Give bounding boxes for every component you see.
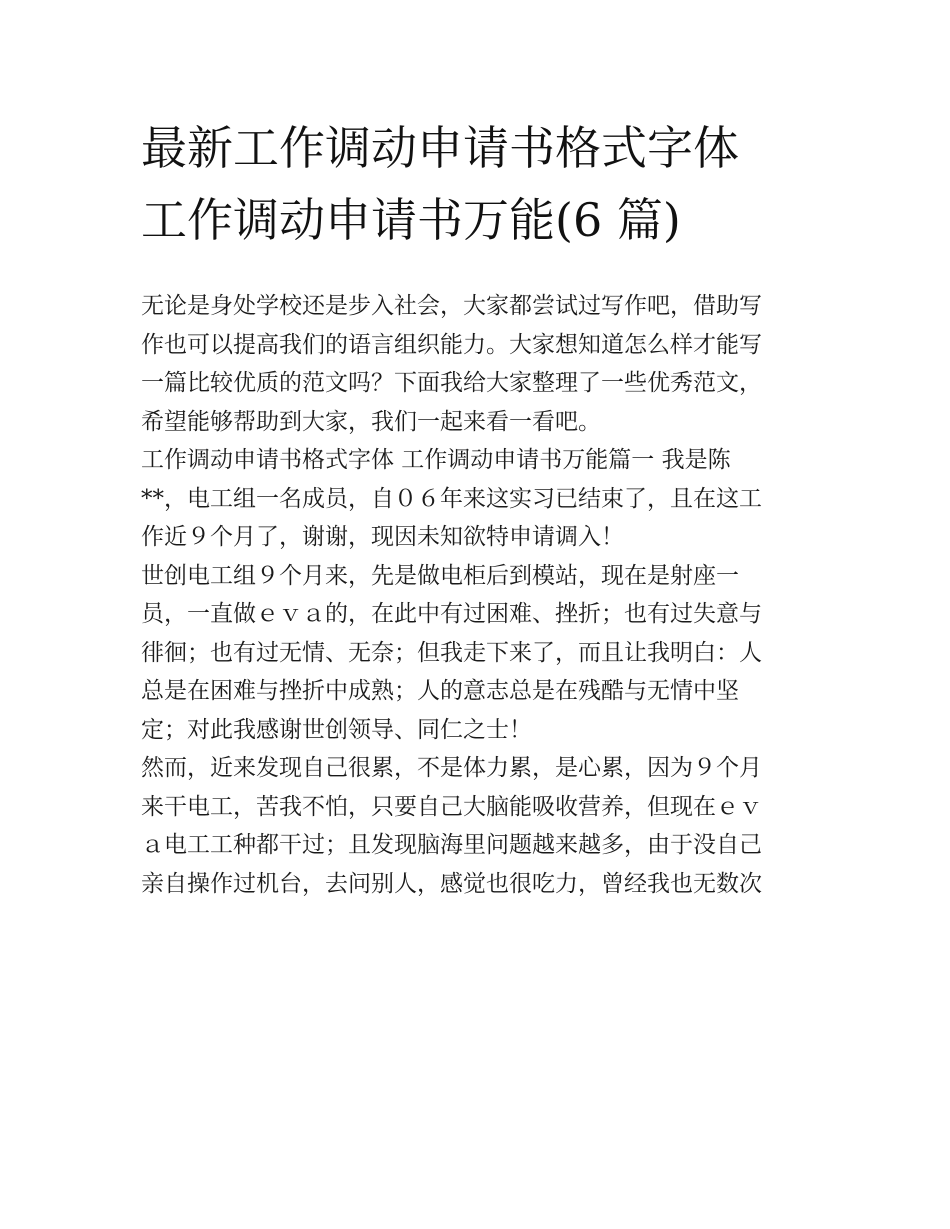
body-line: **，电工组一名成员，自０６年来这实习已结束了，且在这工 <box>141 485 762 512</box>
body-line: 希望能够帮助到大家，我们一起来看一看吧。 <box>141 408 601 435</box>
title-line: 工作调动申请书万能(6 篇) <box>141 193 681 247</box>
body-line: 来干电工，苦我不怕，只要自己大脑能吸收营养，但现在ｅｖ <box>141 793 762 820</box>
title-line: 最新工作调动申请书格式字体 <box>141 121 739 175</box>
document-title <box>141 112 821 256</box>
body-line: 定；对此我感谢世创领导、同仁之士！ <box>141 716 532 743</box>
body-line: 员，一直做ｅｖａ的，在此中有过困难、挫折；也有过失意与 <box>141 601 762 627</box>
body-line: 亲自操作过机台，去问别人，感觉也很吃力，曾经我也无数次 <box>141 870 762 897</box>
body-line: 工作调动申请书格式字体 工作调动申请书万能篇一 我是陈 <box>141 447 731 473</box>
body-line: 作也可以提高我们的语言组织能力。大家想知道怎么样才能写 <box>141 331 762 358</box>
body-line: 作近９个月了，谢谢，现因未知欲特申请调入！ <box>141 524 624 550</box>
body-line: 世创电工组９个月来，先是做电柜后到模站，现在是射座一 <box>141 562 739 589</box>
body-line: 一篇比较优质的范文吗？下面我给大家整理了一些优秀范文， <box>141 370 762 396</box>
body-line: ａ电工工种都干过；且发现脑海里问题越来越多，由于没自己 <box>141 832 762 858</box>
body-line: 徘徊；也有过无情、无奈；但我走下来了，而且让我明白：人 <box>141 639 762 666</box>
body-line: 总是在困难与挫折中成熟；人的意志总是在残酷与无情中坚 <box>141 678 739 704</box>
document-body <box>141 287 821 903</box>
body-line: 无论是身处学校还是步入社会，大家都尝试过写作吧，借助写 <box>141 293 762 319</box>
body-line: 然而，近来发现自己很累，不是体力累，是心累，因为９个月 <box>141 755 762 781</box>
